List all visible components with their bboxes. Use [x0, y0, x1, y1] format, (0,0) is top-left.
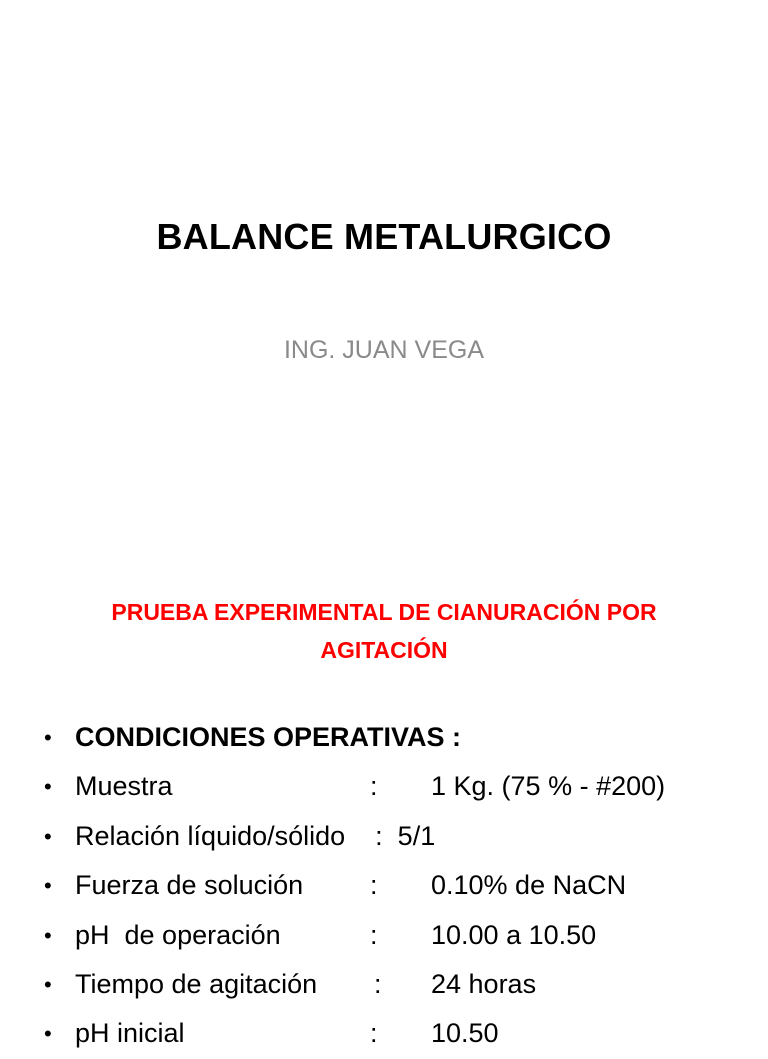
- list-item-relacion: [44, 812, 768, 861]
- item-label: pH de operación: [75, 919, 281, 950]
- list-item-ph-inicial: [44, 1009, 768, 1058]
- item-label: Fuerza de solución: [75, 870, 304, 901]
- slide-title: BALANCE METALURGICO: [156, 216, 612, 257]
- item-label: pH inicial: [75, 1018, 185, 1049]
- item-label: Muestra: [75, 771, 173, 802]
- bullet-icon: •: [44, 725, 52, 750]
- bullet-icon: •: [44, 971, 52, 997]
- bullet-icon: •: [44, 774, 52, 800]
- conditions-list: [44, 713, 768, 1059]
- item-value: 10.00 a 10.50: [431, 919, 597, 950]
- bullet-icon: •: [44, 873, 52, 899]
- list-item-tiempo: [44, 960, 768, 1009]
- item-value: 0.10% de NaCN: [431, 870, 627, 901]
- section-heading-line-1: PRUEBA EXPERIMENTAL DE CIANURACIÓN POR: [111, 599, 657, 625]
- bullet-icon: •: [44, 1021, 52, 1047]
- item-separator: :: [370, 1018, 378, 1049]
- item-value: 24 horas: [431, 968, 537, 999]
- item-separator: :: [370, 919, 378, 950]
- bullet-icon: •: [44, 922, 52, 948]
- section-heading-line-2: AGITACIÓN: [320, 637, 448, 663]
- list-item-ph: [44, 911, 768, 960]
- item-value: 1 Kg. (75 % - #200): [431, 771, 666, 802]
- item-separator: :: [370, 870, 378, 901]
- bullet-icon: •: [44, 823, 52, 849]
- item-label: Tiempo de agitación: [75, 968, 318, 999]
- slide-author: ING. JUAN VEGA: [283, 336, 485, 364]
- item-inline-text: Relación líquido/sólido : 5/1: [75, 820, 436, 851]
- conditions-header: CONDICIONES OPERATIVAS :: [75, 722, 462, 752]
- conditions-header-row: [44, 713, 768, 762]
- item-value: 10.50: [431, 1018, 499, 1049]
- section-heading: [64, 593, 704, 669]
- item-separator: :: [374, 968, 382, 999]
- list-item-muestra: [44, 762, 768, 811]
- item-separator: :: [370, 771, 378, 802]
- list-item-fuerza: [44, 861, 768, 910]
